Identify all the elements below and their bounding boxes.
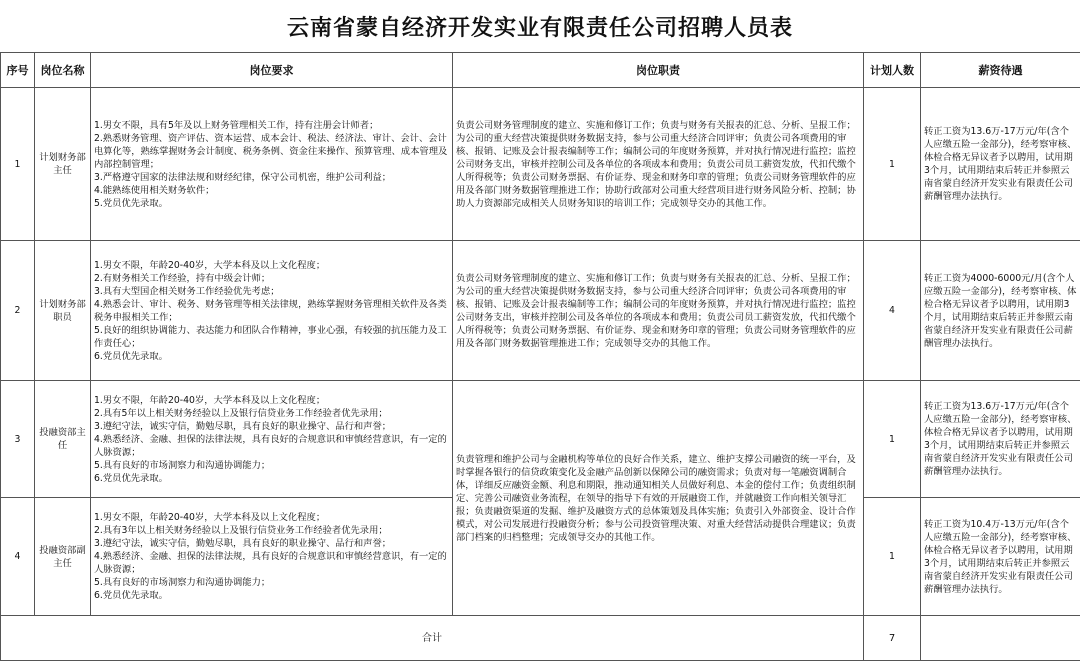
requirement-item: 6.党员优先录取。: [94, 590, 168, 601]
requirement-item: 1.男女不限，具有5年及以上财务管理相关工作，持有注册会计师者；: [94, 119, 379, 131]
requirement-item: 5.党员优先录取。: [94, 197, 168, 209]
requirement-item: 3.具有大型国企相关财务工作经验优先考虑；: [94, 285, 280, 297]
requirement-item: 2.具有3年以上相关财务经验以上及银行信贷业务工作经验者优先录用；: [94, 525, 388, 536]
requirement-item: 3.严格遵守国家的法律法规和财经纪律，保守公司机密，维护公司利益；: [94, 171, 392, 183]
table-header-row: [1, 53, 1080, 88]
table-row: [1, 381, 1080, 498]
row-plan: 4: [864, 241, 921, 381]
row-position: 投融资部主任: [35, 381, 91, 498]
row-duties-merged: 负责管理和维护公司与金融机构等单位的良好合作关系，建立、维护支撑公司融资的统一平台，及时掌握各银行的信贷政策变化及金融产品创新以保障公司的融资需求；负责对每一笔融资调制合体，详细反应融资金额、利息和期限，推动通知相关人员做好利息、本金的偿付工作；负责组织制定、完善公司融资业务流程，在领导的指导下有效的开展融资工作，并就融资工作向相关领导汇报；负责融资渠道的发掘、维护及融资方式的总体策划及具体实施；负责引入外部资金、设计合作模式，对公司发展进行投融资分析；参与公司投资管理决策、对重大经营活动提供合理建议；负责部门档案的归档整理；完成领导交办的其他工作。: [453, 381, 864, 616]
requirement-item: 2.有财务相关工作经验，持有中级会计师；: [94, 272, 271, 284]
requirement-item: 3.遵纪守法，诚实守信，勤勉尽职，具有良好的职业操守、品行和声誉；: [94, 538, 392, 549]
header-duties: 岗位职责: [453, 53, 864, 88]
row-seq: 3: [1, 381, 35, 498]
requirement-item: 1.男女不限，年龄20-40岁，大学本科及以上文化程度；: [94, 512, 326, 523]
requirement-item: 3.遵纪守法，诚实守信，勤勉尽职，具有良好的职业操守、品行和声誉；: [94, 420, 392, 432]
row-requirements: [91, 498, 453, 616]
row-plan: 1: [864, 498, 921, 616]
row-duties: 负责公司财务管理制度的建立、实施和修订工作；负责与财务有关报表的汇总、分析、呈报工作；为公司的重大经营决策提供财务数据支持，参与公司重大经济合同评审；负责公司各项费用的审核、报销、记账及会计报表编制等工作；编制公司的年度财务预算，并对执行情况进行监控；监控公司财务支出，审核并控制公司及各单位的各项成本和费用；负责公司员工薪资发放，代扣代缴个人所得税等；负责公司财务票据、有价证券、现金和财务印章的管理；负责公司财务管理软件的应用及各部门财务数据管理推进工作；完成领导交办的其他工作。: [453, 241, 864, 381]
page-title: 云南省蒙自经济开发实业有限责任公司招聘人员表: [286, 15, 793, 41]
row-requirements: [91, 88, 453, 241]
row-position: 计划财务部职员: [35, 241, 91, 381]
header-plan: 计划人数: [864, 53, 921, 88]
total-label: 合计: [1, 616, 864, 661]
table-row: [1, 88, 1080, 241]
requirement-item: 4.熟悉经济、金融、担保的法律法规，具有良好的合规意识和审慎经营意识，有一定的人脉资源；: [94, 433, 447, 458]
row-requirements: [91, 241, 453, 381]
row-seq: 2: [1, 241, 35, 381]
header-salary: 薪资待遇: [921, 53, 1080, 88]
total-plan: 7: [864, 616, 921, 661]
row-position: 投融资部副主任: [35, 498, 91, 616]
header-requirements: 岗位要求: [91, 53, 453, 88]
row-salary: 转正工资为10.4万-13万元/年(含个人应缴五险一金部分)，经考察审核、体检合格无异议者予以聘用，试用期3个月，试用期结束后转正并参照云南省蒙自经济开发实业有限责任公司薪酬管理办法执行。: [921, 498, 1080, 616]
row-seq: 4: [1, 498, 35, 616]
header-seq: 序号: [1, 53, 35, 88]
row-plan: 1: [864, 381, 921, 498]
requirement-item: 2.具有5年以上相关财务经验以上及银行信贷业务工作经验者优先录用；: [94, 407, 388, 419]
requirement-item: 4.熟悉会计、审计、税务、财务管理等相关法律规，熟练掌握财务管理相关软件及各类税务申报相关工作；: [94, 298, 447, 323]
row-salary: 转正工资为13.6万-17万元/年(含个人应缴五险一金部分)，经考察审核、体检合格无异议者予以聘用，试用期3个月，试用期结束后转正并参照云南省蒙自经济开发实业有限责任公司薪酬管理办法执行。: [921, 88, 1080, 241]
requirement-item: 5.具有良好的市场洞察力和沟通协调能力；: [94, 459, 271, 471]
row-salary: 转正工资为13.6万-17万元/年(含个人应缴五险一金部分)，经考察审核、体检合格无异议者予以聘用，试用期3个月，试用期结束后转正并参照云南省蒙自经济开发实业有限责任公司薪酬管理办法执行。: [921, 381, 1080, 498]
table-row: [1, 241, 1080, 381]
row-seq: 1: [1, 88, 35, 241]
header-position: 岗位名称: [35, 53, 91, 88]
requirement-item: 2.熟悉财务管理、资产评估、资本运营、成本会计、税法、经济法、审计、会计、会计电算化等，熟练掌握财务会计制度、税务条例、资金往来操作、预算管理、成本管理及内部控制管理；: [94, 132, 448, 170]
total-salary-empty: [921, 616, 1080, 661]
recruitment-table: [0, 52, 1080, 661]
row-position: 计划财务部主任: [35, 88, 91, 241]
total-row: [1, 616, 1080, 661]
requirement-item: 6.党员优先录取。: [94, 472, 168, 484]
row-requirements: [91, 381, 453, 498]
requirement-item: 1.男女不限，年龄20-40岁，大学本科及以上文化程度；: [94, 394, 326, 406]
requirement-item: 1.男女不限，年龄20-40岁，大学本科及以上文化程度；: [94, 259, 326, 271]
row-salary: 转正工资为4000-6000元/月(含个人应缴五险一金部分)，经考察审核、体检合格无异议者予以聘用，试用期3个月，试用期结束后转正并参照云南省蒙自经济开发实业有限责任公司薪酬管理办法执行。: [921, 241, 1080, 381]
row-duties: 负责公司财务管理制度的建立、实施和修订工作；负责与财务有关报表的汇总、分析、呈报工作；为公司的重大经营决策提供财务数据支持，参与公司重大经济合同评审；负责公司各项费用的审核、报销、记账及会计报表编制等工作；编制公司的年度财务预算，并对执行情况进行监控；监控公司财务支出，审核并控制公司及各单位的各项成本和费用；负责公司员工薪资发放，代扣代缴个人所得税等；负责公司财务票据、有价证券、现金和财务印章的管理；负责公司财务管理软件的应用及各部门财务数据管理推进工作；协助行政部对公司重大经营项目进行财务风险分析、控制；协助人力资源部完成相关人员财务知识的培训工作；完成领导交办的其他工作。: [453, 88, 864, 241]
requirement-item: 4.熟悉经济、金融、担保的法律法规，具有良好的合规意识和审慎经营意识，有一定的人脉资源；: [94, 551, 447, 575]
requirement-item: 5.具有良好的市场洞察力和沟通协调能力；: [94, 577, 271, 588]
requirement-item: 6.党员优先录取。: [94, 350, 168, 362]
row-plan: 1: [864, 88, 921, 241]
requirement-item: 5.良好的组织协调能力、表达能力和团队合作精神，事业心强，有较强的抗压能力及工作责任心；: [94, 324, 447, 349]
requirement-item: 4.能熟练使用相关财务软件；: [94, 184, 215, 196]
